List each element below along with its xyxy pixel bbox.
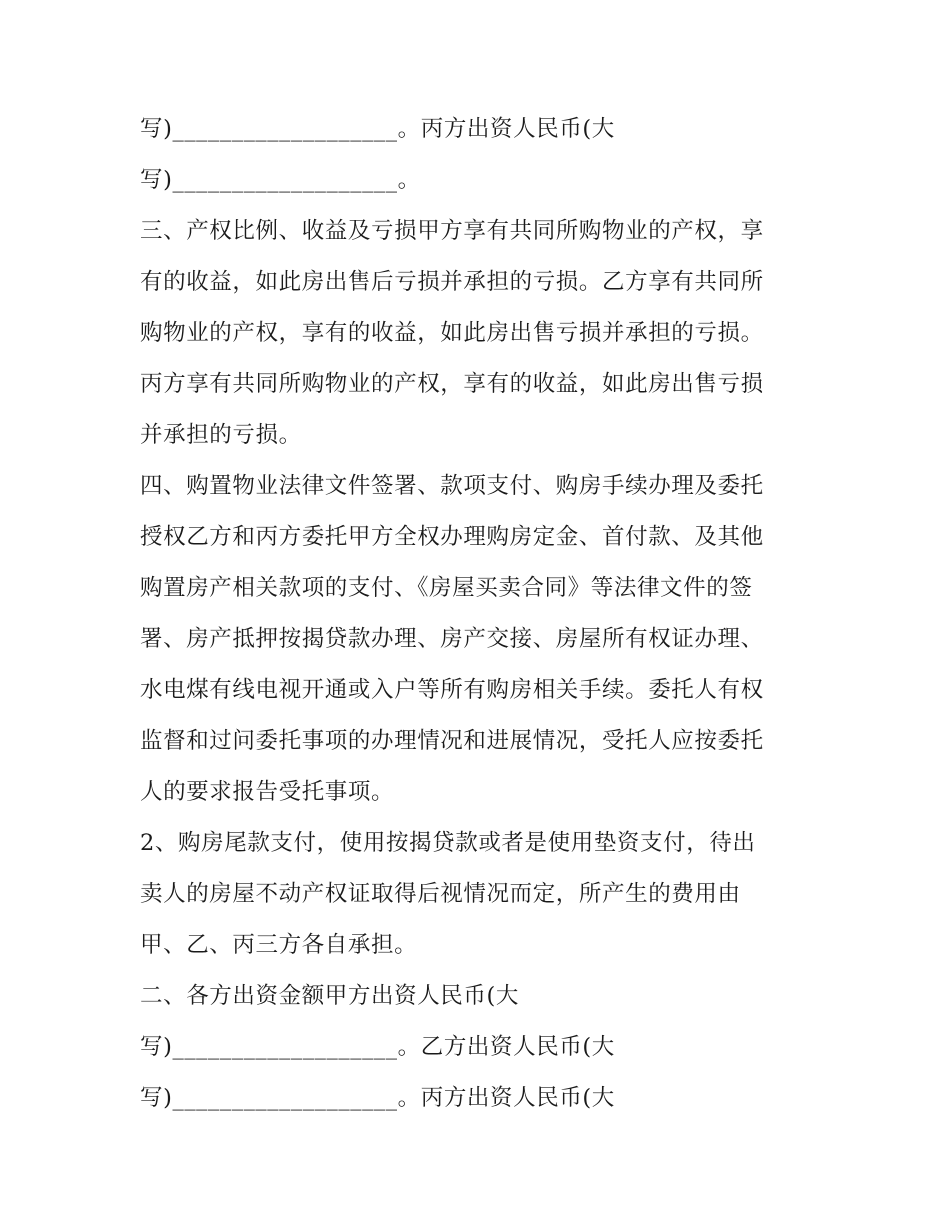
text-line: 写)___________________。乙方出资人民币(大 (140, 1034, 615, 1060)
text-line: 二、各方出资金额甲方出资人民币(大 (140, 983, 519, 1009)
document-body (140, 104, 830, 1124)
text-line: 三、产权比例、收益及亏损甲方享有共同所购物业的产权，享 (140, 218, 764, 244)
text-line: 购物业的产权，享有的收益，如此房出售亏损并承担的亏损。 (140, 320, 764, 346)
text-line: 写)___________________。丙方出资人民币(大 (140, 1085, 615, 1111)
text-line: 授权乙方和丙方委托甲方全权办理购房定金、首付款、及其他 (140, 524, 764, 550)
text-line: 购置房产相关款项的支付、《房屋买卖合同》等法律文件的签 (140, 575, 753, 601)
text-line: 写)___________________。丙方出资人民币(大 (140, 116, 615, 142)
text-line: 甲、乙、丙三方各自承担。 (140, 932, 418, 958)
text-line: 人的要求报告受托事项。 (140, 779, 395, 805)
text-line: 有的收益，如此房出售后亏损并承担的亏损。乙方享有共同所 (140, 269, 764, 295)
text-line: 并承担的亏损。 (140, 422, 302, 448)
text-line: 水电煤有线电视开通或入户等所有购房相关手续。委托人有权 (140, 677, 764, 703)
text-line: 署、房产抵押按揭贷款办理、房产交接、房屋所有权证办理、 (140, 626, 764, 652)
text-line: 卖人的房屋不动产权证取得后视情况而定，所产生的费用由 (140, 881, 741, 907)
text-line: 写)___________________。 (140, 167, 421, 193)
text-line: 监督和过问委托事项的办理情况和进展情况，受托人应按委托 (140, 728, 764, 754)
text-line: 四、购置物业法律文件签署、款项支付、购房手续办理及委托 (140, 473, 764, 499)
text-line: 2、购房尾款支付，使用按揭贷款或者是使用垫资支付，待出 (140, 830, 756, 856)
text-line: 丙方享有共同所购物业的产权，享有的收益，如此房出售亏损 (140, 371, 764, 397)
